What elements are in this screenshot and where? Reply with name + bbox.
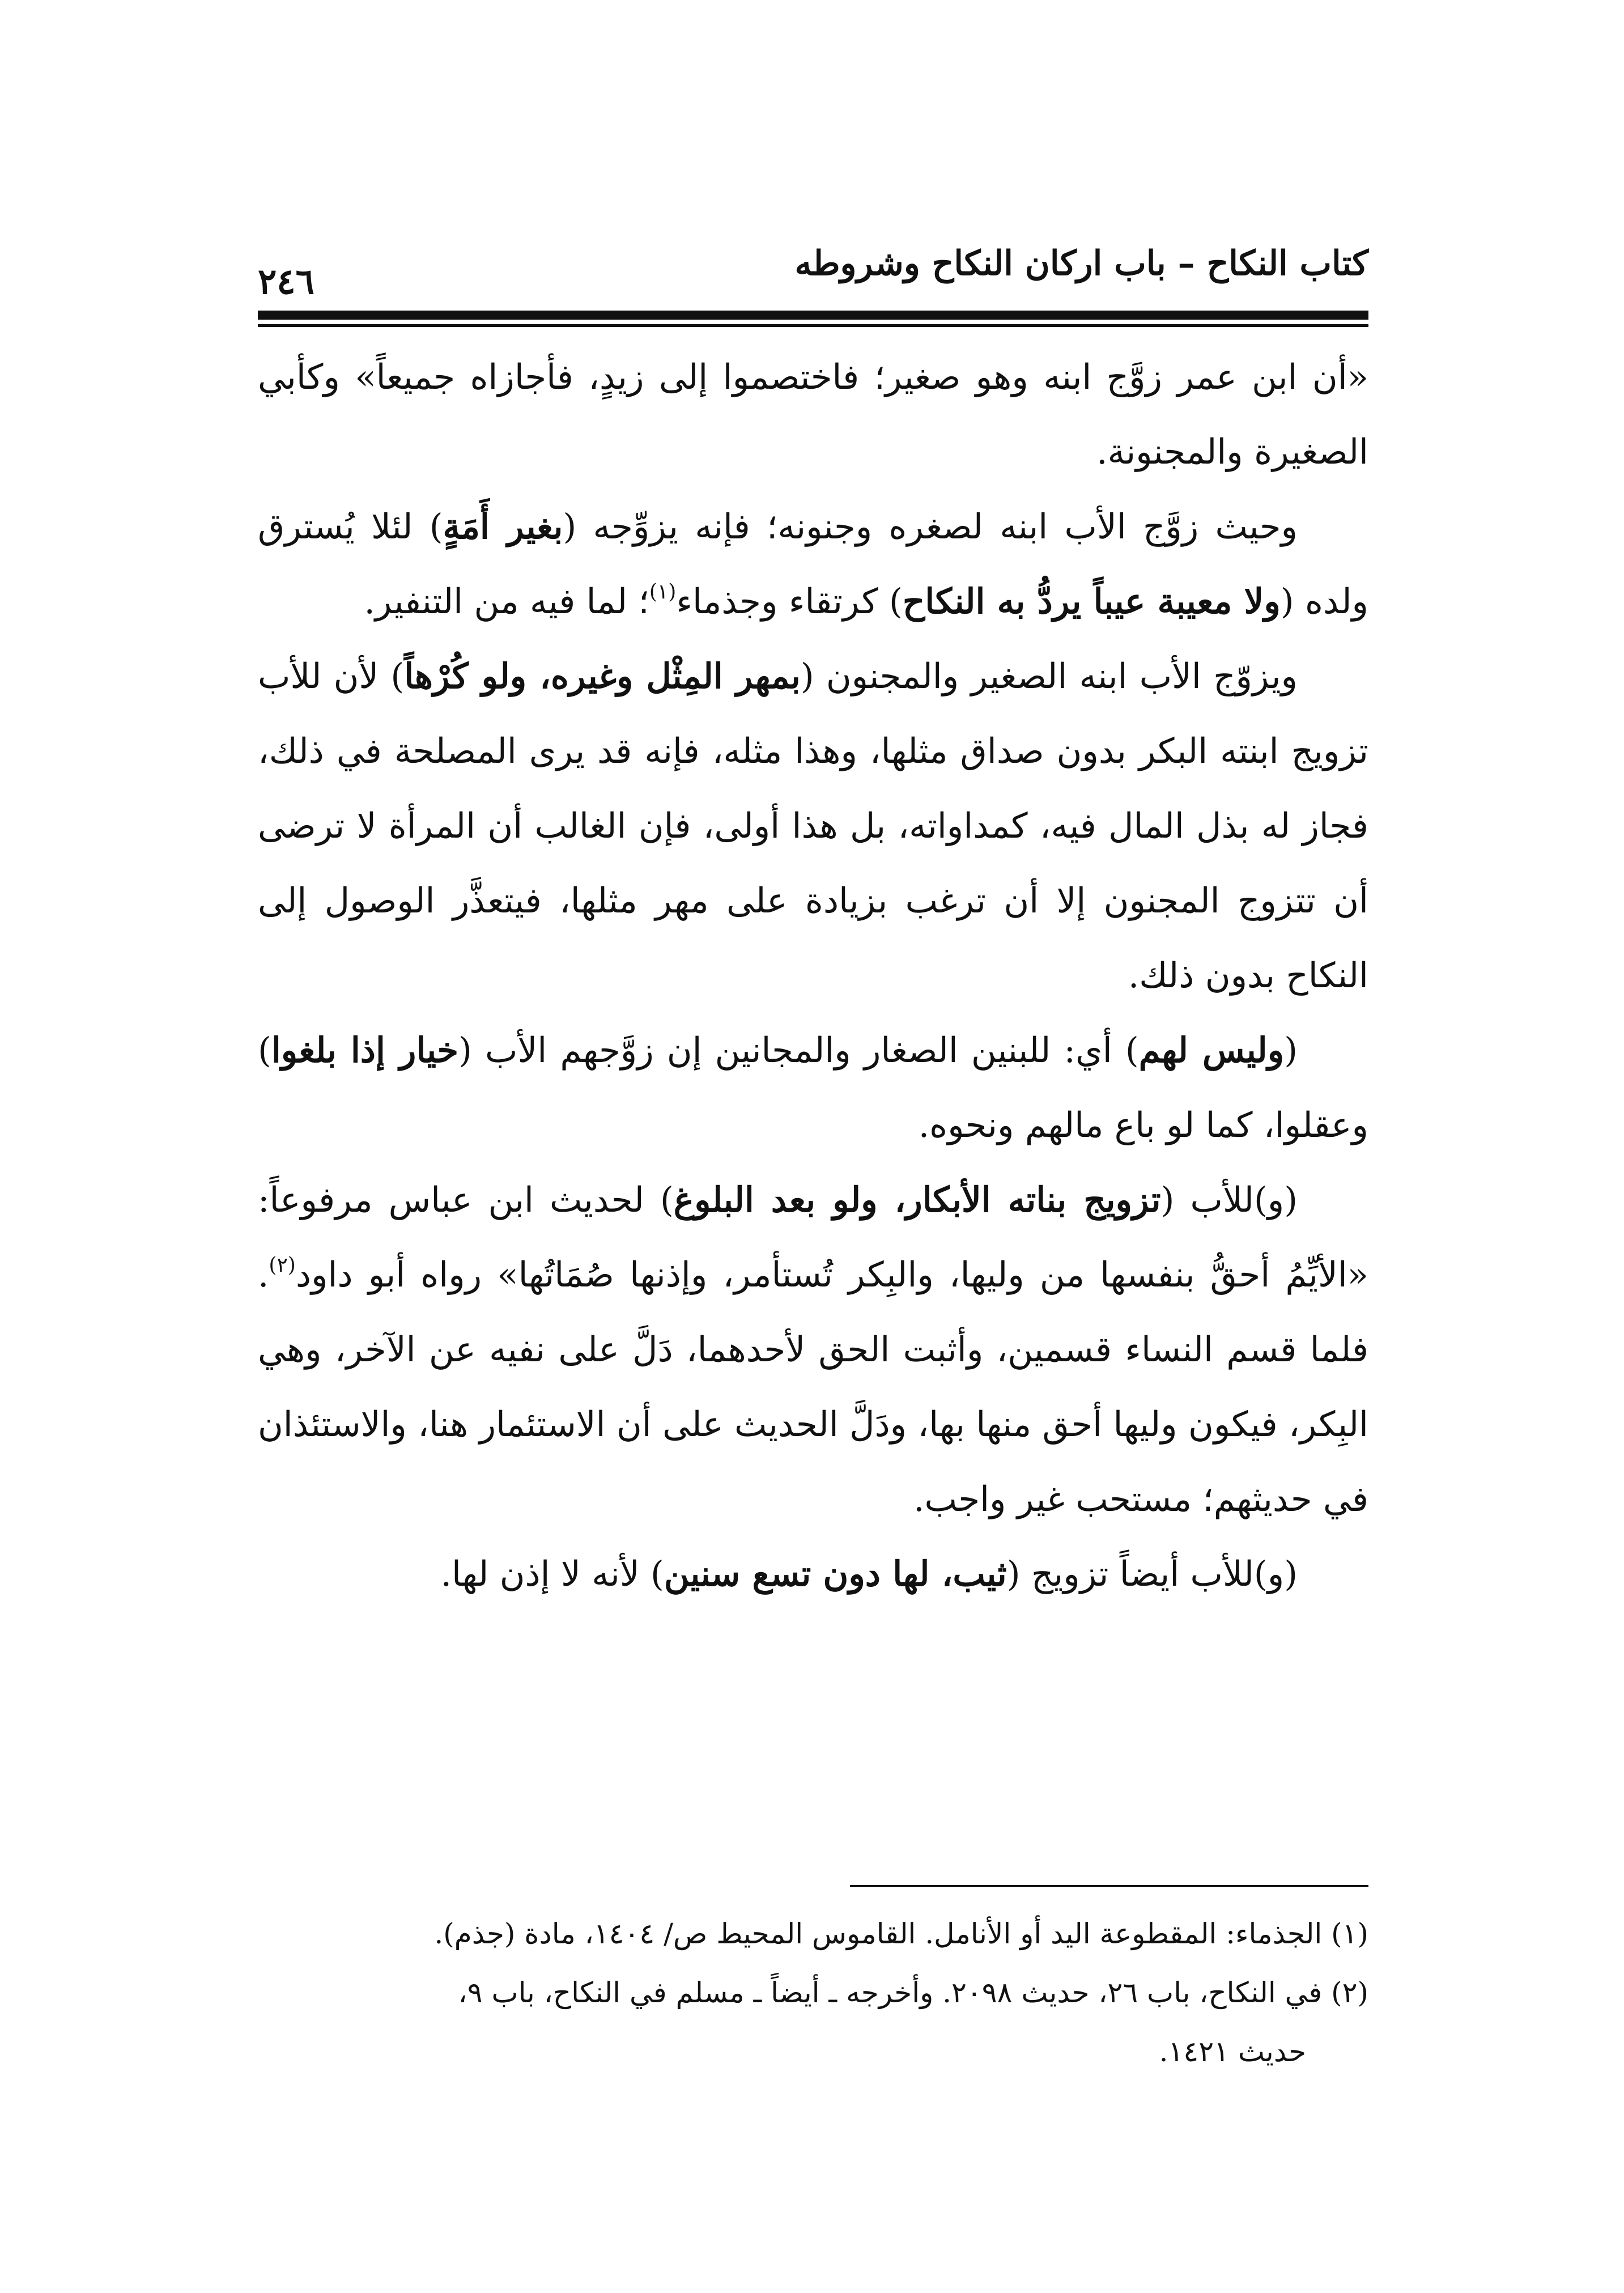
paragraph-4 — [258, 1013, 1368, 1163]
header-rule-thin — [258, 324, 1368, 327]
paragraph-3 — [258, 639, 1368, 1013]
text-span: «أن ابن عمر زوَّج ابنه وهو صغير؛ فاختصموا إلى زيدٍ، فأجازاه جميعاً» وكأبي الصغيرة والمجنونة. — [258, 357, 1368, 472]
footnote-ref-1: (١) — [649, 580, 677, 604]
text-span: ) أي: للبنين الصغار والمجانين إن زوَّجهم الأب ( — [458, 1030, 1139, 1071]
matn-text: تزويج بناته الأبكار، ولو بعد البلوغ — [673, 1180, 1161, 1220]
matn-text: بغير أَمَةٍ — [443, 507, 563, 547]
footnote-2: (٢) في النكاح، باب ٢٦، حديث ٢٠٩٨. وأخرجه ـ أيضاً ـ مسلم في النكاح، باب ٩، — [458, 1976, 1368, 2009]
matn-text: ولا معيبة عيباً يردُّ به النكاح — [902, 581, 1281, 622]
chapter-title: كتاب النكاح – باب اركان النكاح وشروطه — [794, 244, 1368, 283]
footnote-1: (١) الجذماء: المقطوعة اليد أو الأنامل. القاموس المحيط ص/ ١٤٠٤، مادة (جذم). — [434, 1917, 1368, 1950]
text-span: ) كرتقاء وجذماء — [676, 581, 903, 622]
matn-text: ثيب، لها دون تسع سنين — [664, 1554, 1007, 1594]
main-text — [258, 340, 1368, 1612]
footnotes — [258, 1904, 1368, 2081]
paragraph-1 — [258, 340, 1368, 490]
footnote-2-continued: حديث ١٤٢١. — [1159, 2035, 1306, 2068]
running-header — [258, 227, 1368, 312]
text-span: ) لأن للأب تزويج ابنته البكر بدون صداق مثلها، وهذا مثله، فإنه قد يرى المصلحة في ذلك، فجاز له بذل المال فيه، كمداواته، بل هذا أولى، فإن الغالب أن المرأة لا ترضى أن تتزوج المجنون إلا أن ترغب بزيادة على مهر مثلها، فيتعذَّر الوصول إلى النكاح بدون ذلك. — [258, 656, 1368, 996]
text-span: ؛ لما فيه من التنفير. — [364, 581, 649, 622]
footnote-separator — [850, 1885, 1368, 1887]
paragraph-5 — [258, 1163, 1368, 1537]
paragraph-2 — [258, 490, 1368, 639]
text-span: ) لئلا يُسترق ولده ( — [258, 507, 1368, 622]
text-span: ) لأنه لا إذن لها. — [440, 1554, 664, 1594]
matn-text: وليس لهم — [1138, 1030, 1285, 1071]
text-span: ( — [1284, 1030, 1298, 1071]
matn-text: بمهر المِثْل وغيره، ولو كُرْهاً — [404, 656, 801, 697]
text-span: (و)للأب أيضاً تزويج ( — [1006, 1554, 1298, 1594]
paragraph-6 — [258, 1537, 1368, 1612]
text-span: (و)للأب ( — [1160, 1180, 1298, 1220]
text-span: ) وعقلوا، كما لو باع مالهم ونحوه. — [258, 1030, 1368, 1145]
text-span: ويزوّج الأب ابنه الصغير والمجنون ( — [800, 656, 1298, 697]
matn-text: خيار إذا بلغوا — [271, 1030, 459, 1071]
page-number: ٢٤٦ — [258, 261, 314, 302]
header-rule-thick — [258, 311, 1368, 320]
text-span: . فلما قسم النساء قسمين، وأثبت الحق لأحدهما، دَلَّ على نفيه عن الآخر، وهي البِكر، فيكون وليها أحق منها بها، ودَلَّ الحديث على أن الاستئمار هنا، والاستئذان في حديثهم؛ مستحب غير واجب. — [258, 1255, 1368, 1519]
text-span: ) لحديث ابن عباس مرفوعاً: «الأيِّمُ أحقُّ بنفسها من وليها، والبِكر تُستأمر، وإذنها صُمَاتُها» رواه أبو داود — [258, 1180, 1368, 1295]
text-span: وحيث زوَّج الأب ابنه لصغره وجنونه؛ فإنه يزوِّجه ( — [563, 507, 1298, 547]
footnote-ref-2: (٢) — [269, 1254, 296, 1277]
